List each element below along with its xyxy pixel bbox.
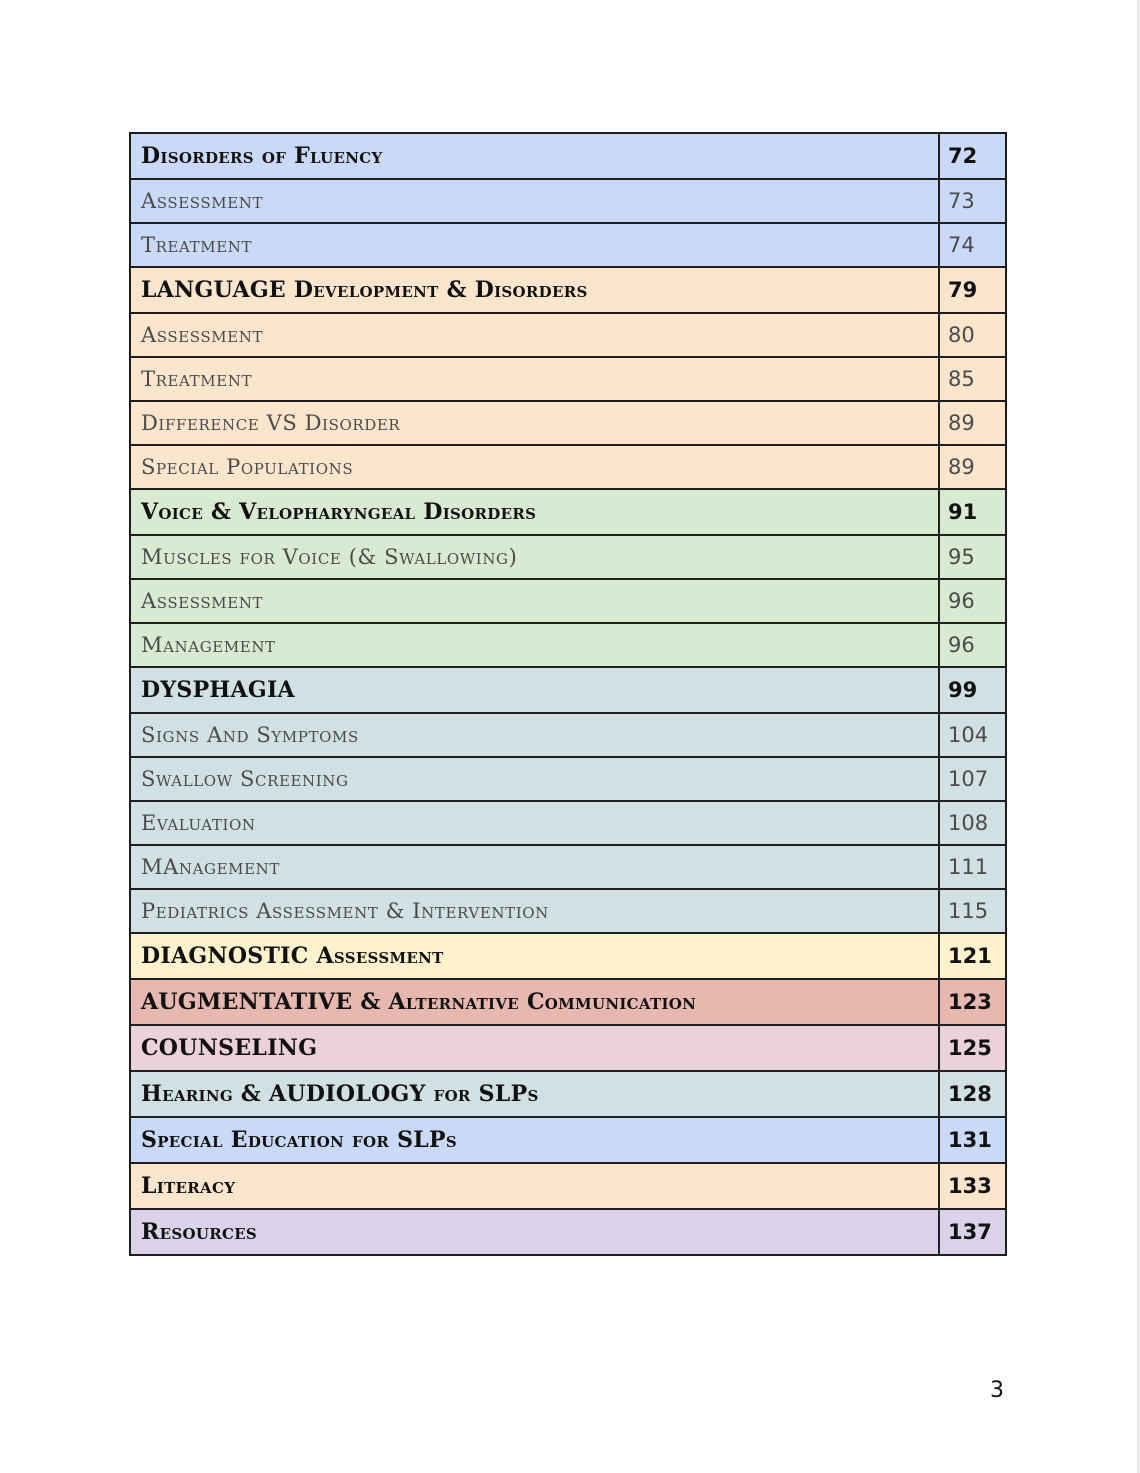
toc-entry-page: 121 <box>939 933 1006 979</box>
toc-entry-title: LANGUAGE Development & Disorders <box>130 267 939 313</box>
toc-entry-page: 123 <box>939 979 1006 1025</box>
toc-subsection-row <box>130 313 1006 357</box>
toc-subsection-row <box>130 713 1006 757</box>
toc-section-row <box>130 1117 1006 1163</box>
toc-subsection-row <box>130 179 1006 223</box>
toc-section-row <box>130 489 1006 535</box>
toc-entry-page: 108 <box>939 801 1006 845</box>
toc-entry-page: 96 <box>939 579 1006 623</box>
toc-entry-page: 74 <box>939 223 1006 267</box>
toc-section-row <box>130 1025 1006 1071</box>
toc-entry-page: 95 <box>939 535 1006 579</box>
page-number: 3 <box>990 1378 1004 1403</box>
toc-entry-title: Resources <box>130 1209 939 1255</box>
toc-subsection-row <box>130 401 1006 445</box>
toc-entry-page: 80 <box>939 313 1006 357</box>
toc-entry-page: 131 <box>939 1117 1006 1163</box>
toc-entry-page: 104 <box>939 713 1006 757</box>
toc-entry-page: 115 <box>939 889 1006 933</box>
toc-entry-page: 111 <box>939 845 1006 889</box>
toc-entry-page: 91 <box>939 489 1006 535</box>
toc-section-row <box>130 1163 1006 1209</box>
toc-section-row <box>130 1071 1006 1117</box>
toc-entry-title: Hearing & AUDIOLOGY for SLPs <box>130 1071 939 1117</box>
toc-subsection-row <box>130 445 1006 489</box>
toc-entry-title: Pediatrics Assessment & Intervention <box>130 889 939 933</box>
toc-entry-title: COUNSELING <box>130 1025 939 1071</box>
toc-subsection-row <box>130 357 1006 401</box>
toc-section-row <box>130 133 1006 179</box>
toc-subsection-row <box>130 579 1006 623</box>
toc-subsection-row <box>130 801 1006 845</box>
toc-entry-title: Treatment <box>130 357 939 401</box>
toc-entry-page: 79 <box>939 267 1006 313</box>
toc-subsection-row <box>130 535 1006 579</box>
table-of-contents <box>129 132 1007 1256</box>
toc-entry-title: Muscles for Voice (& Swallowing) <box>130 535 939 579</box>
toc-entry-title: Signs And Symptoms <box>130 713 939 757</box>
toc-subsection-row <box>130 623 1006 667</box>
toc-section-row <box>130 1209 1006 1255</box>
toc-section-row <box>130 667 1006 713</box>
toc-section-row <box>130 933 1006 979</box>
toc-entry-title: Management <box>130 623 939 667</box>
toc-subsection-row <box>130 223 1006 267</box>
toc-entry-page: 128 <box>939 1071 1006 1117</box>
toc-section-row <box>130 979 1006 1025</box>
toc-entry-title: MAnagement <box>130 845 939 889</box>
toc-entry-title: Voice & Velopharyngeal Disorders <box>130 489 939 535</box>
toc-entry-title: Special Populations <box>130 445 939 489</box>
toc-entry-title: Literacy <box>130 1163 939 1209</box>
toc-entry-page: 99 <box>939 667 1006 713</box>
toc-entry-title: Difference VS Disorder <box>130 401 939 445</box>
toc-entry-title: DIAGNOSTIC Assessment <box>130 933 939 979</box>
toc-subsection-row <box>130 757 1006 801</box>
toc-entry-page: 125 <box>939 1025 1006 1071</box>
toc-entry-page: 89 <box>939 445 1006 489</box>
toc-entry-title: Evaluation <box>130 801 939 845</box>
toc-entry-title: Treatment <box>130 223 939 267</box>
toc-entry-page: 107 <box>939 757 1006 801</box>
toc-entry-title: DYSPHAGIA <box>130 667 939 713</box>
toc-subsection-row <box>130 889 1006 933</box>
toc-entry-title: Assessment <box>130 179 939 223</box>
toc-entry-page: 133 <box>939 1163 1006 1209</box>
toc-entry-title: Assessment <box>130 313 939 357</box>
toc-subsection-row <box>130 845 1006 889</box>
toc-body <box>130 133 1006 1255</box>
toc-entry-page: 73 <box>939 179 1006 223</box>
toc-entry-page: 89 <box>939 401 1006 445</box>
toc-entry-title: Swallow Screening <box>130 757 939 801</box>
toc-entry-page: 85 <box>939 357 1006 401</box>
toc-section-row <box>130 267 1006 313</box>
toc-entry-title: Assessment <box>130 579 939 623</box>
toc-entry-title: AUGMENTATIVE & Alternative Communication <box>130 979 939 1025</box>
toc-entry-page: 72 <box>939 133 1006 179</box>
toc-entry-title: Special Education for SLPs <box>130 1117 939 1163</box>
toc-entry-title: Disorders of Fluency <box>130 133 939 179</box>
toc-entry-page: 96 <box>939 623 1006 667</box>
toc-entry-page: 137 <box>939 1209 1006 1255</box>
